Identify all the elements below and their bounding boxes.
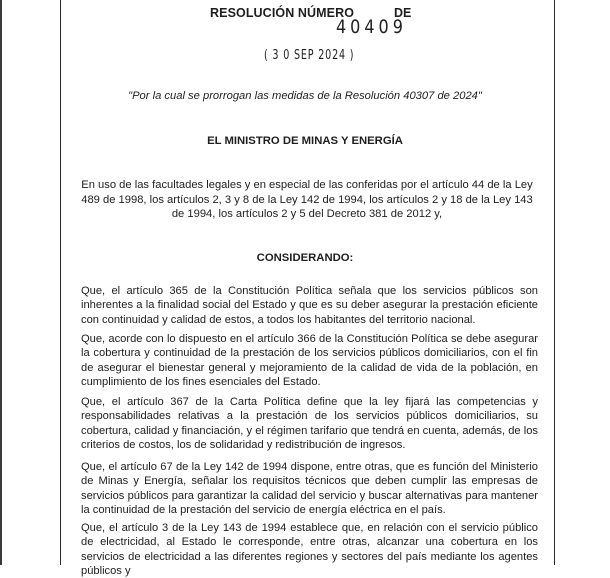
considerando-paragraph: Que, el artículo 365 de la Constitución Política señala que los servicios públicos son inherentes a la finalidad social del Estado y que es su deber asegurar la prestación eficiente con continuidad y calidad de estos, a todos los habitantes del territorio nacional. — [81, 285, 538, 326]
page-border-right — [554, 0, 555, 565]
resolution-number: 40409 — [336, 15, 407, 38]
section-title: CONSIDERANDO: — [256, 252, 354, 264]
resolution-de-label: DE — [394, 6, 412, 20]
resolution-subject: "Por la cual se prorrogan las medidas de la Resolución 40307 de 2024" — [128, 90, 482, 102]
page-border-left — [60, 0, 61, 565]
scan-edge — [0, 0, 2, 565]
resolution-label: RESOLUCIÓN NÚMERO — [210, 6, 355, 20]
preamble: En uso de las facultades legales y en especial de las conferidas por el artículo 44 de la Ley 489 de 1998, los artículos 2, 3 y 8 de la Ley 142 de 1994, los artículos 2 y 18 de la Ley 143 de 1994, los artículos 2 y 5 del Decreto 381 de 2012 y, — [81, 179, 533, 220]
considerando-paragraph: Que, acorde con lo dispuesto en el artículo 366 de la Constitución Política se debe asegurar la cobertura y continuidad de la prestación de los servicios públicos domiciliarios, con el fin de asegurar el bienestar general y mejoramiento de la calidad de vida de la población, en cumplimiento de los fines esenciales del Estado. — [81, 333, 538, 388]
considerando-paragraph: Que, el artículo 67 de la Ley 142 de 1994 dispone, entre otras, que es función del Ministerio de Minas y Energía, señalar los requisitos técnicos que deben cumplir las empresas de servicios públicos para garantizar la calidad del servicio y buscar alternativas para mantener la continuidad de la prestación del servicio de energía eléctrica en el país. — [81, 461, 538, 516]
considerando-paragraph: Que, el artículo 3 de la Ley 143 de 1994 establece que, en relación con el servicio público de electricidad, al Estado le corresponde, entre otras, alcanzar una cobertura en los servicios de electricidad a las diferentes regiones y sectores del país mediante los agentes públicos y — [81, 522, 538, 577]
resolution-date: ( 3 0 SEP 2024 ) — [264, 48, 355, 63]
considerando-paragraph: Que, el artículo 367 de la Carta Política define que la ley fijará las competencias y responsabilidades relativas a la prestación de los servicios públicos domiciliarios, su cobertura, calidad y financiación, y el régimen tarifario que tendrá en cuenta, además, de los criterios de costos, los de solidaridad y redistribución de ingresos. — [81, 396, 538, 451]
issuer-title: EL MINISTRO DE MINAS Y ENERGÍA — [207, 135, 403, 147]
